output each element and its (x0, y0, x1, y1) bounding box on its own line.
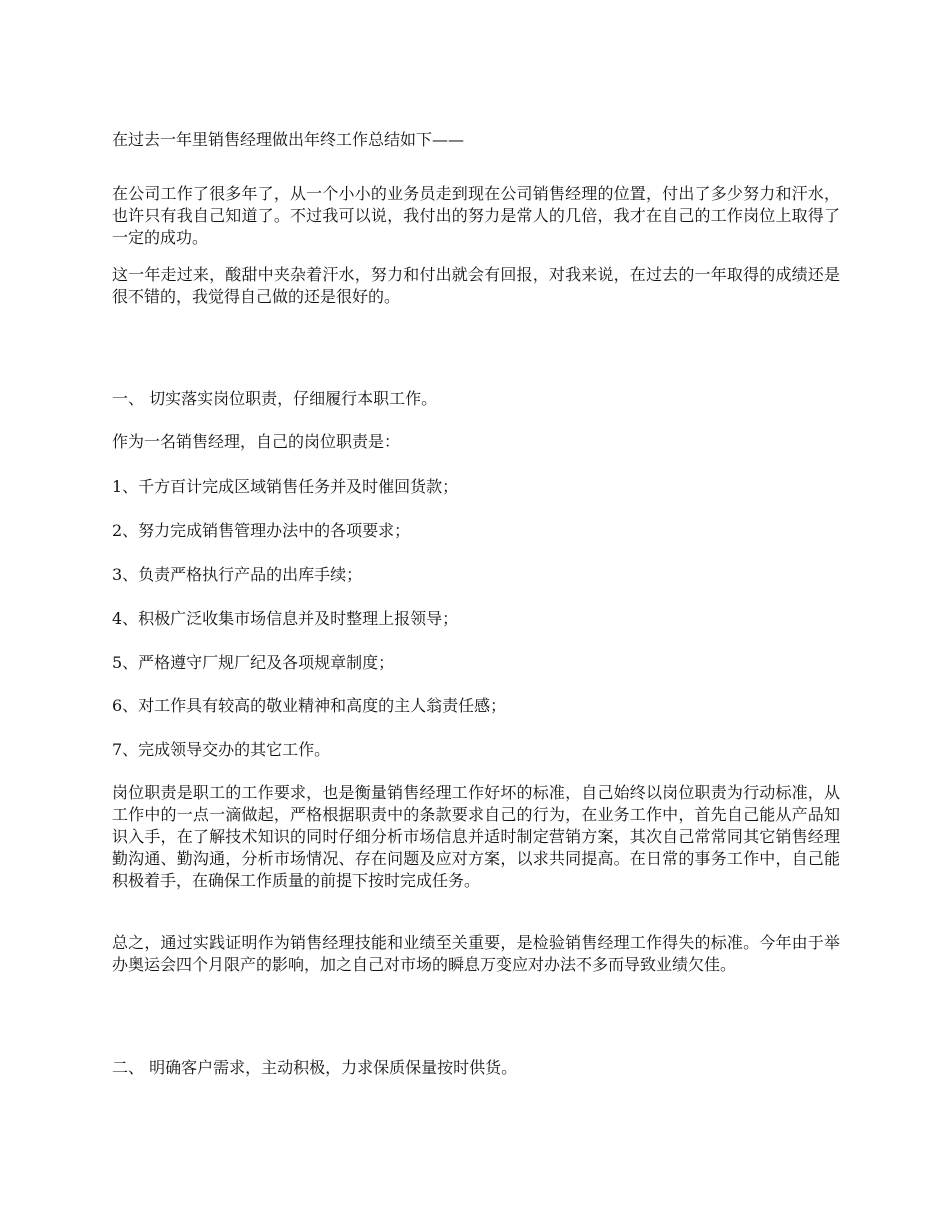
duty-item-1: 1、千方百计完成区域销售任务并及时催回货款； (112, 477, 459, 496)
section-two-heading: 二、 明确客户需求，主动积极，力求保质保量按时供货。 (112, 1058, 518, 1077)
duty-item-3: 3、负责严格执行产品的出库手续； (112, 565, 363, 584)
duty-item-7: 7、完成领导交办的其它工作。 (112, 740, 331, 759)
intro-line: 在过去一年里销售经理做出年终工作总结如下—— (112, 130, 465, 149)
section-one-lead: 作为一名销售经理，自己的岗位职责是： (112, 432, 401, 451)
paragraph-career: 在公司工作了很多年了，从一个小小的业务员走到现在公司销售经理的位置，付出了多少努力和汗水，也许只有我自己知道了。不过我可以说，我付出的努力是常人的几倍，我才在自己的工作岗位上取得了一定的成功。 (112, 184, 840, 247)
duty-item-6: 6、对工作具有较高的敬业精神和高度的主人翁责任感； (112, 696, 507, 715)
duty-item-5: 5、严格遵守厂规厂纪及各项规章制度； (112, 653, 395, 672)
duty-item-2: 2、努力完成销售管理办法中的各项要求； (112, 521, 411, 540)
paragraph-duties-practice: 岗位职责是职工的工作要求，也是衡量销售经理工作好坏的标准，自己始终以岗位职责为行动标准，从工作中的一点一滴做起，严格根据职责中的条款要求自己的行为，在业务工作中，首先自己能从产品知识入手，在了解技术知识的同时仔细分析市场信息并适时制定营销方案，其次自己常常同其它销售经理勤沟通、勤沟通，分析市场情况、存在问题及应对方案，以求共同提高。在日常的事务工作中，自己能积极着手，在确保工作质量的前提下按时完成任务。 (112, 783, 840, 890)
paragraph-year-review: 这一年走过来，酸甜中夹杂着汗水，努力和付出就会有回报，对我来说，在过去的一年取得的成绩还是很不错的，我觉得自己做的还是很好的。 (112, 265, 840, 306)
section-one-heading: 一、 切实落实岗位职责，仔细履行本职工作。 (112, 389, 438, 408)
paragraph-summary: 总之，通过实践证明作为销售经理技能和业绩至关重要，是检验销售经理工作得失的标准。今年由于举办奥运会四个月限产的影响，加之自己对市场的瞬息万变应对办法不多而导致业绩欠佳。 (112, 933, 840, 974)
duty-item-4: 4、积极广泛收集市场信息并及时整理上报领导； (112, 609, 459, 628)
